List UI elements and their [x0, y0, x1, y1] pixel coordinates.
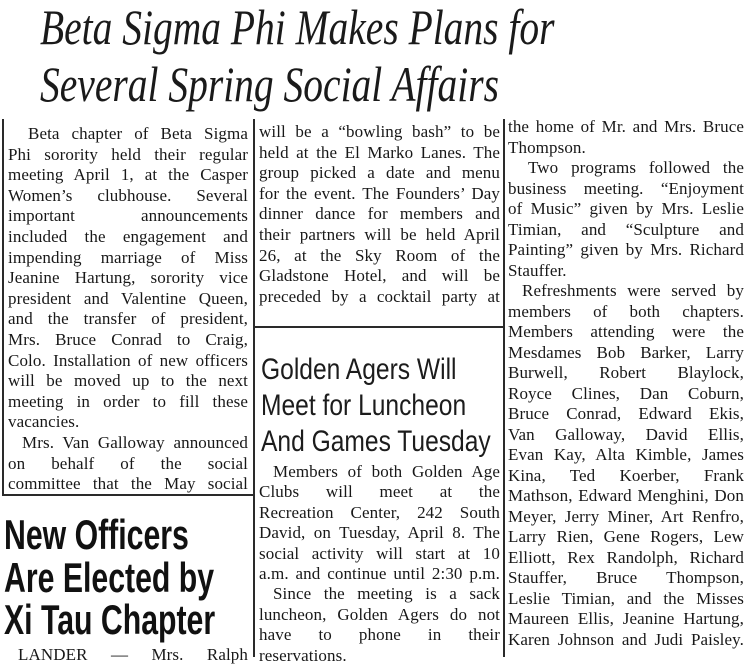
body-line: a.m. and continue until 2:30 p.m.: [259, 564, 500, 584]
body-line: important announcements: [8, 206, 248, 226]
article-border-left: [2, 119, 4, 495]
golden-agers-headline-line: And Games Tuesday: [261, 425, 491, 458]
body-line: on behalf of the social: [8, 453, 248, 473]
body-line: Thompson.: [508, 137, 586, 157]
body-line: Stauffer.: [508, 260, 567, 280]
body-line: Mathson, Edward Menghini, Don: [508, 486, 744, 505]
article-divider: [254, 326, 504, 328]
body-line: LANDER — Mrs. Ralph: [18, 645, 248, 664]
body-line: meeting April 1, at the Casper: [8, 165, 248, 185]
body-line: Jeanine Hartung, sorority vice: [8, 268, 248, 288]
xi-tau-headline-line: Are Elected by: [4, 553, 215, 601]
body-line: for the event. The Founders’ Day: [259, 183, 500, 203]
body-line: included the engagement and: [8, 226, 248, 246]
body-line: Gladstone Hotel, and will be: [259, 266, 500, 286]
beta-article-column-3: [508, 117, 744, 650]
body-line: Elliott, Rex Randolph, Richard: [508, 547, 744, 567]
golden-agers-headline-line: Golden Agers Will: [261, 353, 457, 386]
body-line: Clubs will meet at the: [259, 482, 500, 502]
body-line: Women’s clubhouse. Several: [8, 185, 248, 205]
body-line: will be moved up to the next: [8, 371, 248, 391]
body-line: dinner dance for members and: [259, 204, 500, 224]
body-line: members of both chapters.: [508, 301, 744, 321]
body-line: Since the meeting is a sack: [273, 584, 500, 604]
body-line: committee that the May social: [8, 474, 248, 494]
body-line: president and Valentine Queen,: [8, 288, 248, 308]
body-line: luncheon, Golden Agers do not: [259, 604, 500, 624]
body-line: group picked a date and menu: [259, 163, 500, 183]
body-line: Timian, and “Sculpture and: [508, 219, 744, 239]
body-line: Mesdames Bob Barker, Larry: [508, 342, 744, 362]
body-line: Members attending were the: [508, 322, 744, 341]
golden-agers-headline-line: Meet for Luncheon: [261, 389, 467, 422]
body-line: Mrs. Bruce Conrad to Craig,: [8, 329, 248, 349]
xi-tau-headline-line: Xi Tau Chapter: [4, 596, 216, 643]
body-line: social activity will start at 10: [259, 543, 500, 563]
body-line: Stauffer, Bruce Thompson,: [508, 568, 744, 587]
body-line: of Music” given by Mrs. Leslie: [508, 199, 744, 218]
body-line: their partners will be held April: [259, 224, 500, 244]
beta-article-column-2: [259, 122, 500, 307]
body-line: 26, at the Sky Room of the: [259, 245, 500, 265]
body-line: will be a “bowling bash” to be: [259, 122, 500, 141]
body-line: business meeting. “Enjoyment: [508, 178, 744, 198]
body-line: have to phone in their: [259, 625, 500, 645]
body-line: Royce Clines, Dan Coburn,: [508, 383, 744, 403]
body-line: held at the El Marko Lanes. The: [259, 142, 500, 162]
body-line: Evan Kay, Alta Kimble, James: [508, 445, 744, 464]
body-line: Mrs. Van Galloway announced: [22, 432, 248, 452]
body-line: reservations.: [259, 645, 347, 665]
body-line: Burwell, Robert Blaylock,: [508, 363, 744, 382]
body-line: David, on Tuesday, April 8. The: [259, 523, 500, 543]
body-line: meeting in order to fill these: [8, 391, 248, 411]
body-line: Van Galloway, David Ellis,: [508, 424, 744, 444]
body-line: Meyer, Jerry Miner, Art Renfro,: [508, 506, 744, 526]
body-line: Bruce Conrad, Edward Ekis,: [508, 404, 744, 423]
body-line: vacancies.: [8, 412, 80, 432]
golden-agers-headline: [261, 352, 541, 460]
body-line: preceded by a cocktail party at: [259, 286, 500, 306]
body-line: Phi sorority held their regular: [8, 144, 248, 164]
xi-tau-headline-line: New Officers: [4, 511, 189, 558]
body-line: Maureen Ellis, Jeanine Hartung,: [508, 609, 744, 628]
xi-tau-headline: [4, 511, 297, 643]
beta-article-column-1: [8, 124, 248, 495]
body-line: Beta chapter of Beta Sigma: [28, 124, 248, 143]
body-line: impending marriage of Miss: [8, 247, 248, 267]
body-line: Painting” given by Mrs. Richard: [508, 240, 744, 259]
body-line: and the transfer of president,: [8, 309, 248, 329]
body-line: Recreation Center, 242 South: [259, 502, 500, 522]
xi-tau-body: [8, 645, 248, 666]
headline-line-1: Beta Sigma Phi Makes Plans for: [40, 0, 555, 55]
body-line: Members of both Golden Age: [273, 462, 500, 481]
body-line: Refreshments were served by: [522, 281, 744, 300]
body-line: Leslie Timian, and the Misses: [508, 588, 744, 608]
body-line: Kina, Ted Koerber, Frank: [508, 465, 744, 485]
body-line: the home of Mr. and Mrs. Bruce: [508, 117, 744, 136]
headline-line-2: Several Spring Social Affairs: [40, 56, 499, 112]
body-line: Two programs followed the: [528, 158, 744, 177]
body-line: Colo. Installation of new officers: [8, 350, 248, 370]
body-line: Larry Rien, Gene Rogers, Lew: [508, 527, 744, 546]
body-line: Karen Johnson and Judi Paisley.: [508, 629, 744, 649]
